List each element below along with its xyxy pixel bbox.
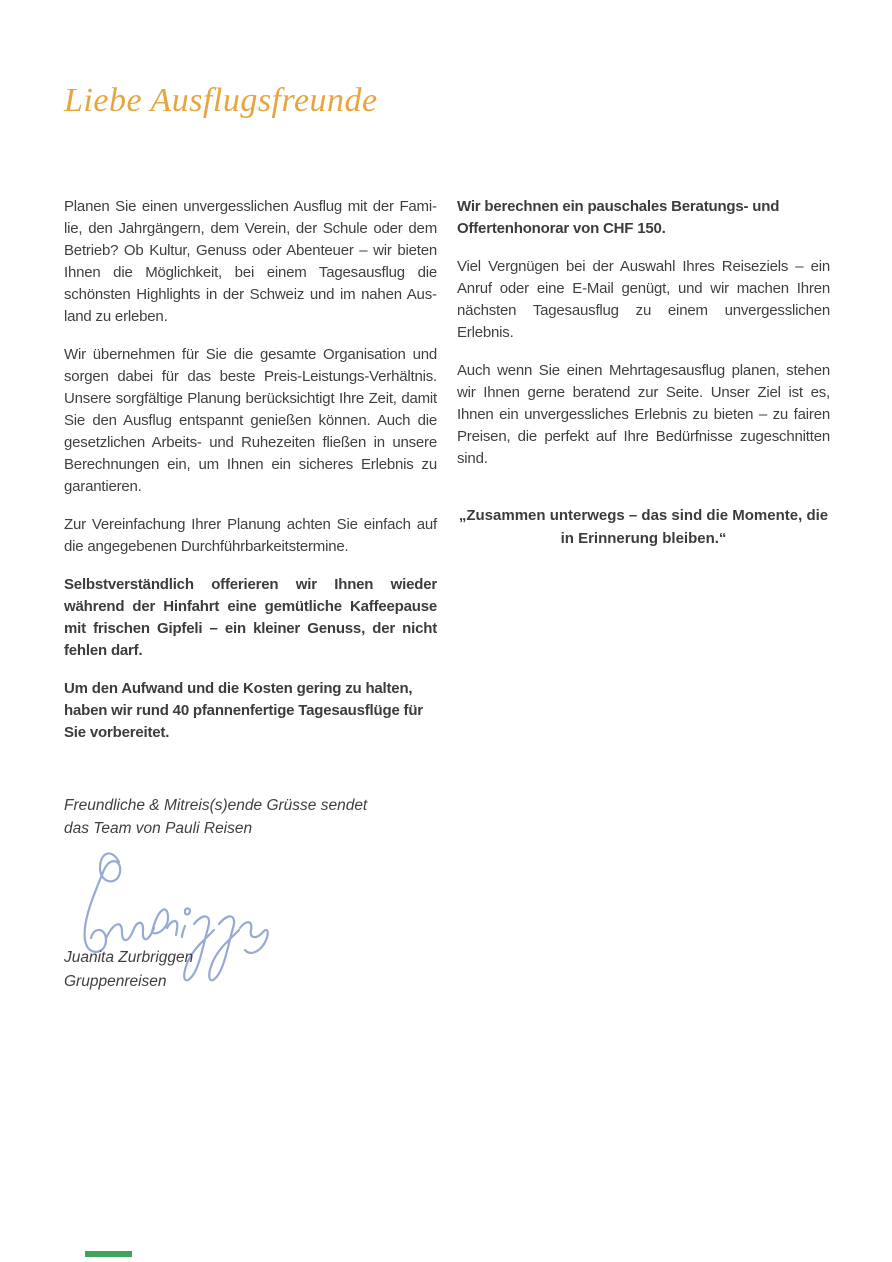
page-title: Liebe Ausflugsfreunde: [64, 82, 378, 119]
paragraph-mehrtagesausflug: Auch wenn Sie einen Mehrtagesausflug planen, stehen wir Ihnen gerne beratend zur Seite. Unser Ziel ist es, Ihnen ein unvergessliches Erlebnis zu bieten – zu fairen Preisen, die perfekt auf Ihre Bedürfnisse zugeschnitten sind.: [457, 362, 830, 467]
closing-line-1: Freundliche & Mitreis(s)ende Grüsse sendet: [64, 797, 368, 814]
closing-line-2: das Team von Pauli Reisen: [64, 820, 253, 837]
left-column: [64, 196, 437, 1006]
quote-text: „Zusammen unterwegs – das sind die Momente, die in Erinnerung bleiben.“: [458, 507, 829, 547]
two-column-layout: [64, 196, 830, 1006]
paragraph-honorar: Wir berechnen ein pauschales Beratungs- und Offertenhonorar von CHF 150.: [457, 198, 780, 237]
signer-name: Juanita Zurbriggen: [64, 949, 194, 966]
signer-role: Gruppenreisen: [64, 973, 167, 990]
paragraph-planung: Zur Vereinfachung Ihrer Planung achten Sie einfach auf die angegebenen Durchführbarkeitstermine.: [64, 516, 437, 555]
paragraph-vergnuegen: Viel Vergnügen bei der Auswahl Ihres Reiseziels – ein Anruf oder eine E-Mail genügt, und wir machen Ihren nächsten Tagesausflug zu einem unvergesslichen Erlebnis.: [457, 258, 830, 341]
paragraph-intro: Planen Sie einen unvergesslichen Ausflug mit der Familie, den Jahrgängern, dem Verein, der Schule oder dem Betrieb? Ob Kultur, Genuss oder Abenteuer – wir bieten Ihnen die Möglichkeit, bei einem Tagesausflug die schönsten Highlights in der Schweiz und im nahen Ausland zu erleben.: [64, 198, 437, 325]
closing-greeting: [64, 794, 437, 840]
paragraph-kaffeepause: Selbstverständlich offerieren wir Ihnen wieder während der Hinfahrt eine gemütliche Kaffeepause mit frischen Gipfeli – ein kleiner Genuss, der nicht fehlen darf.: [64, 576, 437, 659]
signature-block: [64, 846, 437, 1006]
paragraph-organisation: Wir übernehmen für Sie die gesamte Organisation und sorgen dabei für das beste Preis-Leistungs-Verhältnis. Unsere sorgfältige Planung berücksichtigt Ihre Zeit, damit Sie den Ausflug entspannt genießen können. Auch die gesetzlichen Arbeits- und Ruhezeiten fließen in unsere Berechnungen ein, um Ihnen ein sicheres Erlebnis zu garantieren.: [64, 346, 437, 495]
right-column: [457, 196, 830, 1006]
paragraph-tagesausfluege: Um den Aufwand und die Kosten gering zu halten, haben wir rund 40 pfannenfertige Tagesausflüge für Sie vorbereitet.: [64, 680, 423, 741]
footer-accent-bar: [85, 1251, 132, 1257]
